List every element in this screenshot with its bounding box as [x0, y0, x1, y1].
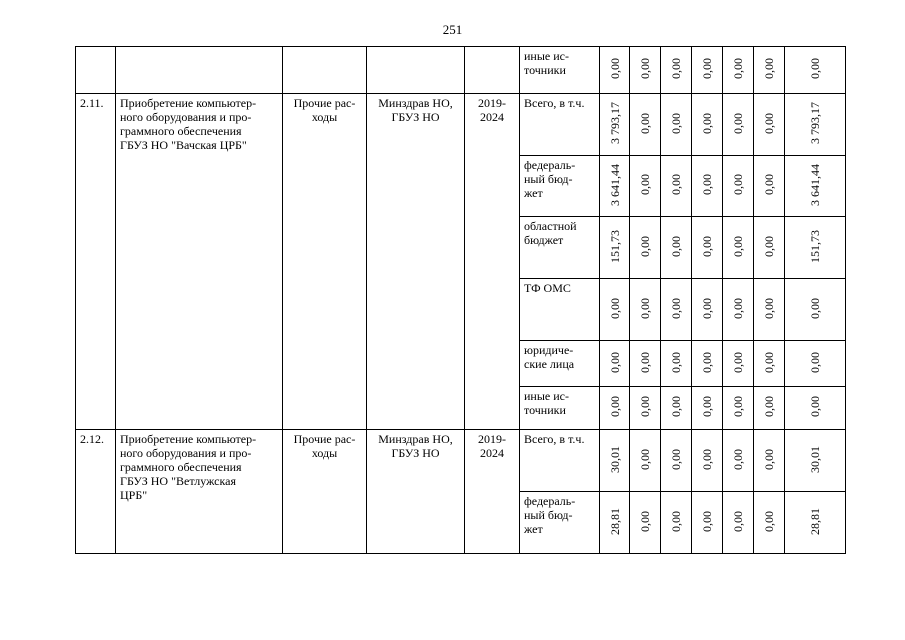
item-title [116, 430, 283, 554]
source-cell: Всего, в т.ч. [520, 94, 600, 156]
value-cell [661, 430, 692, 492]
value-text: 0,00 [762, 510, 776, 532]
value-cell [723, 94, 754, 156]
value-text: 0,00 [638, 351, 652, 373]
value-text: 0,00 [700, 448, 714, 470]
value-text: 0,00 [808, 58, 822, 79]
value-text: 0,00 [762, 58, 776, 79]
value-text: 0,00 [700, 235, 714, 257]
value-cell [600, 94, 630, 156]
executor: Минздрав НО, ГБУЗ НО [367, 94, 465, 430]
value-cell [630, 430, 661, 492]
value-cell [723, 387, 754, 430]
value-text: 28,81 [808, 507, 822, 535]
period: 2019- 2024 [465, 94, 520, 430]
value-text: 0,00 [700, 396, 714, 417]
value-cell [754, 387, 785, 430]
value-cell [754, 279, 785, 341]
value-cell [661, 279, 692, 341]
value-text: 0,00 [731, 297, 745, 319]
period: 2019- 2024 [465, 430, 520, 554]
value-cell [692, 387, 723, 430]
value-text: 0,00 [669, 510, 683, 532]
source-cell: Всего, в т.ч. [520, 430, 600, 492]
value-text: 0,00 [638, 510, 652, 532]
value-cell [661, 341, 692, 387]
table-row [76, 94, 846, 156]
source-cell: федераль- ный бюд- жет [520, 492, 600, 554]
value-cell [630, 47, 661, 94]
item-title-line: Приобретение компьютер- [120, 96, 257, 110]
value-cell [692, 341, 723, 387]
value-text: 0,00 [808, 297, 822, 319]
value-cell [661, 387, 692, 430]
item-title-line: граммного обеспечения [120, 124, 242, 138]
value-cell [630, 341, 661, 387]
value-text: 151,73 [808, 229, 822, 263]
value-text: 0,00 [762, 448, 776, 470]
value-text: 0,00 [669, 58, 683, 79]
value-cell [661, 47, 692, 94]
value-cell [785, 341, 846, 387]
executor: Минздрав НО, ГБУЗ НО [367, 430, 465, 554]
value-cell [785, 387, 846, 430]
item-title-line: ного оборудования и про- [120, 446, 252, 460]
value-cell [600, 430, 630, 492]
value-text: 0,00 [762, 351, 776, 373]
value-text: 0,00 [731, 58, 745, 79]
empty-cell [116, 47, 283, 94]
value-text: 3 793,17 [808, 102, 822, 144]
value-text: 0,00 [607, 396, 622, 417]
empty-cell [76, 47, 116, 94]
source-cell: областной бюджет [520, 217, 600, 279]
item-number: 2.12. [76, 430, 116, 554]
item-title-line: граммного обеспечения [120, 460, 242, 474]
value-cell [630, 94, 661, 156]
value-cell [785, 47, 846, 94]
value-text: 0,00 [700, 112, 714, 134]
value-text: 0,00 [762, 297, 776, 319]
value-text: 0,00 [669, 112, 683, 134]
value-text: 0,00 [762, 112, 776, 134]
value-cell [692, 217, 723, 279]
source-cell: федераль- ный бюд- жет [520, 156, 600, 217]
value-text: 3 793,17 [607, 102, 622, 144]
item-title [116, 94, 283, 430]
expense-type: Прочие рас- ходы [283, 430, 367, 554]
value-text: 3 641,44 [808, 163, 822, 206]
value-cell [785, 156, 846, 217]
value-cell [630, 387, 661, 430]
value-cell [723, 156, 754, 217]
value-cell [785, 217, 846, 279]
value-text: 0,00 [700, 297, 714, 319]
value-text: 0,00 [638, 235, 652, 257]
source-cell: юридиче- ские лица [520, 341, 600, 387]
value-cell [723, 217, 754, 279]
value-cell [630, 156, 661, 217]
table-body [76, 47, 846, 554]
source-cell: ТФ ОМС [520, 279, 600, 341]
value-text: 0,00 [731, 235, 745, 257]
value-text: 0,00 [607, 351, 622, 373]
value-cell [600, 47, 630, 94]
empty-cell [367, 47, 465, 94]
empty-cell [283, 47, 367, 94]
value-text: 0,00 [700, 510, 714, 532]
value-cell [723, 279, 754, 341]
value-text: 0,00 [669, 297, 683, 319]
value-cell [600, 279, 630, 341]
value-text: 0,00 [669, 174, 683, 195]
value-cell [692, 492, 723, 554]
table-row [76, 47, 846, 94]
value-text: 0,00 [607, 58, 622, 79]
value-text: 0,00 [669, 396, 683, 417]
empty-cell [465, 47, 520, 94]
value-cell [630, 279, 661, 341]
value-cell [723, 341, 754, 387]
value-text: 0,00 [700, 174, 714, 195]
value-cell [600, 341, 630, 387]
value-text: 30,01 [607, 445, 622, 473]
value-text: 0,00 [731, 396, 745, 417]
value-cell [600, 217, 630, 279]
value-text: 151,73 [607, 229, 622, 263]
value-cell [754, 47, 785, 94]
item-title-line: Приобретение компьютер- [120, 432, 257, 446]
item-title-line: ГБУЗ НО "Ветлужская [120, 474, 236, 488]
value-text: 0,00 [808, 351, 822, 373]
value-text: 0,00 [700, 351, 714, 373]
value-cell [600, 156, 630, 217]
value-text: 0,00 [669, 351, 683, 373]
value-text: 0,00 [762, 174, 776, 195]
value-text: 0,00 [731, 510, 745, 532]
value-cell [723, 47, 754, 94]
value-text: 28,81 [607, 507, 622, 535]
value-text: 0,00 [669, 448, 683, 470]
value-cell [692, 94, 723, 156]
item-title-line: ного оборудования и про- [120, 110, 252, 124]
value-text: 30,01 [808, 445, 822, 473]
value-cell [661, 156, 692, 217]
value-cell [600, 492, 630, 554]
value-text: 0,00 [762, 235, 776, 257]
value-text: 0,00 [731, 174, 745, 195]
table-row [76, 430, 846, 492]
value-cell [692, 279, 723, 341]
budget-table [75, 46, 846, 554]
value-cell [723, 492, 754, 554]
value-cell [723, 430, 754, 492]
source-cell: иные ис- точники [520, 47, 600, 94]
value-text: 0,00 [731, 351, 745, 373]
value-text: 0,00 [607, 297, 622, 319]
value-text: 0,00 [669, 235, 683, 257]
value-cell [661, 492, 692, 554]
value-cell [785, 492, 846, 554]
value-text: 0,00 [638, 448, 652, 470]
value-cell [785, 279, 846, 341]
value-cell [754, 430, 785, 492]
value-cell [661, 94, 692, 156]
value-cell [692, 156, 723, 217]
value-cell [630, 492, 661, 554]
value-text: 0,00 [731, 448, 745, 470]
value-text: 0,00 [808, 396, 822, 417]
item-title-line: ГБУЗ НО "Вачская ЦРБ" [120, 138, 247, 152]
value-cell [754, 492, 785, 554]
value-cell [630, 217, 661, 279]
value-text: 0,00 [638, 174, 652, 195]
value-cell [661, 217, 692, 279]
value-cell [785, 430, 846, 492]
value-cell [692, 430, 723, 492]
item-number: 2.11. [76, 94, 116, 430]
page-number: 251 [442, 22, 463, 37]
value-cell [600, 387, 630, 430]
value-cell [754, 217, 785, 279]
item-title-line: ЦРБ" [120, 488, 148, 502]
value-text: 0,00 [700, 58, 714, 79]
value-text: 0,00 [731, 112, 745, 134]
expense-type: Прочие рас- ходы [283, 94, 367, 430]
value-text: 3 641,44 [607, 163, 622, 206]
value-text: 0,00 [638, 297, 652, 319]
value-cell [692, 47, 723, 94]
value-cell [754, 94, 785, 156]
value-text: 0,00 [762, 396, 776, 417]
value-text: 0,00 [638, 112, 652, 134]
value-cell [785, 94, 846, 156]
value-cell [754, 341, 785, 387]
value-text: 0,00 [638, 58, 652, 79]
value-cell [754, 156, 785, 217]
value-text: 0,00 [638, 396, 652, 417]
source-cell: иные ис- точники [520, 387, 600, 430]
